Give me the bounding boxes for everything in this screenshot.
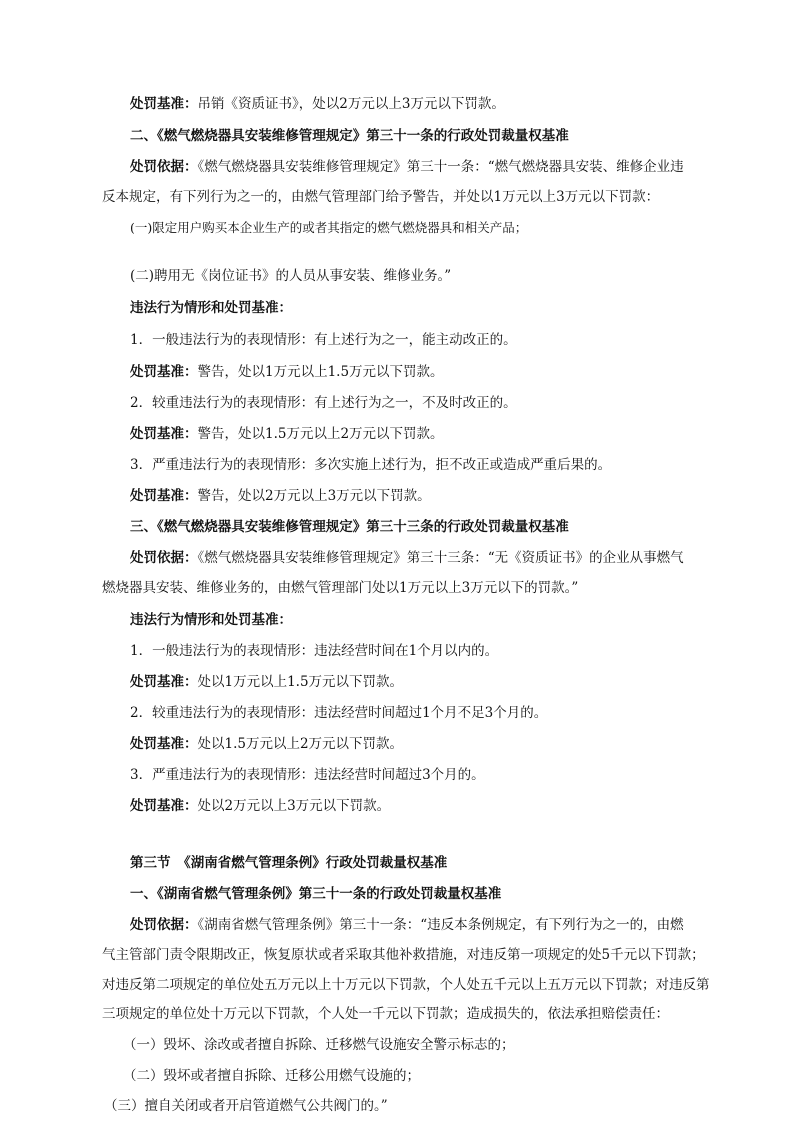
line-text: 吊销《资质证书》，处以2万元以上3万元以下罚款。 — [197, 96, 505, 112]
line-text: 2．较重违法行为的表现情形：有上述行为之一，不及时改正的。 — [130, 395, 517, 411]
line-text: 处以2万元以上3万元以下罚款。 — [197, 798, 391, 814]
paragraph-line — [130, 424, 444, 444]
line-text: 《湖南省燃气管理条例》第三十一条：“违反本条例规定，有下列行为之一的，由燃 — [197, 917, 684, 933]
bold-label: 处罚基准： — [130, 96, 198, 112]
paragraph-line — [130, 765, 485, 785]
paragraph-line — [130, 330, 517, 350]
bold-label: 处罚基准： — [130, 798, 198, 814]
list-item — [123, 1066, 420, 1086]
paragraph-line — [130, 94, 505, 114]
paragraph-line — [130, 703, 547, 723]
subheading-text: 违法行为情形和处罚基准： — [130, 612, 292, 628]
paragraph-line — [130, 266, 451, 286]
line-text: (一)限定用户购买本企业生产的或者其指定的燃气燃烧器具和相关产品； — [130, 220, 528, 235]
section-heading — [130, 517, 569, 537]
line-text: 燃烧器具安装、维修业务的，由燃气管理部门处以1万元以上3万元以下的罚款。” — [102, 580, 579, 596]
line-text: 三项规定的单位处十万元以下罚款，个人处一千元以下罚款；造成损失的，依法承担赔偿责任： — [102, 1006, 669, 1022]
list-item — [123, 1035, 515, 1055]
bold-label: 处罚基准： — [130, 426, 198, 442]
subheading-text: 违法行为情形和处罚基准： — [130, 300, 292, 316]
paragraph-line — [130, 157, 684, 177]
line-text: 警告，处以2万元以上3万元以下罚款。 — [197, 488, 431, 504]
bold-label: 处罚基准： — [130, 364, 198, 380]
line-text: 3．严重违法行为的表现情形：多次实施上述行为，拒不改正或造成严重后果的。 — [130, 457, 612, 473]
heading-text: 三、《燃气燃烧器具安装维修管理规定》第三十三条的行政处罚裁量权基准 — [130, 519, 569, 535]
paragraph-line — [130, 734, 403, 754]
paragraph-line — [130, 672, 403, 692]
line-text: （二）毁坏或者擅自拆除、迁移公用燃气设施的； — [123, 1068, 420, 1084]
line-text: 《燃气燃烧器具安装维修管理规定》第三十一条：“燃气燃烧器具安装、维修企业违 — [197, 159, 684, 175]
line-text: (二)聘用无《岗位证书》的人员从事安装、维修业务。” — [130, 268, 452, 284]
paragraph-line — [102, 578, 578, 598]
bold-label: 处罚依据： — [130, 550, 198, 566]
paragraph-line — [130, 486, 431, 506]
paragraph-line — [130, 393, 517, 413]
heading-text: 一、《湖南省燃气管理条例》第三十一条的行政处罚裁量权基准 — [130, 886, 502, 902]
paragraph-line — [130, 455, 611, 475]
line-text: 反本规定，有下列行为之一的，由燃气管理部门给予警告，并处以1万元以上3万元以下罚款： — [102, 189, 660, 205]
bold-label: 处罚依据： — [130, 159, 198, 175]
line-text: （三）擅自关闭或者开启管道燃气公共阀门的。” — [104, 1098, 388, 1114]
line-text: 对违反第二项规定的单位处五万元以上十万元以下罚款，个人处五千元以上五万元以下罚款；对违反第 — [102, 977, 710, 993]
paragraph-line — [102, 1004, 669, 1024]
subheading — [130, 298, 292, 318]
paragraph-line — [102, 975, 710, 995]
section-heading — [130, 884, 501, 904]
line-text: 1．一般违法行为的表现情形：有上述行为之一，能主动改正的。 — [130, 332, 517, 348]
line-text: 处以1.5万元以上2万元以下罚款。 — [197, 736, 404, 752]
paragraph-line — [130, 641, 498, 661]
line-text: 警告，处以1.5万元以上2万元以下罚款。 — [197, 426, 444, 442]
line-text: 1．一般违法行为的表现情形：违法经营时间在1个月以内的。 — [130, 643, 499, 659]
line-text: （一）毁坏、涂改或者擅自拆除、迁移燃气设施安全警示标志的； — [123, 1037, 515, 1053]
paragraph-line — [102, 187, 659, 207]
heading-text: 第三节 《湖南省燃气管理条例》行政处罚裁量权基准 — [130, 855, 448, 871]
line-text: 处以1万元以上1.5万元以下罚款。 — [197, 674, 404, 690]
paragraph-line — [130, 218, 527, 238]
paragraph-line — [130, 915, 684, 935]
section-heading — [130, 126, 569, 146]
bold-label: 处罚基准： — [130, 488, 198, 504]
line-text: 气主管部门责令限期改正，恢复原状或者采取其他补救措施，对违反第一项规定的处5千元以下罚款； — [102, 947, 705, 963]
bold-label: 处罚依据： — [130, 917, 198, 933]
list-item — [104, 1096, 388, 1116]
line-text: 《燃气燃烧器具安装维修管理规定》第三十三条：“无《资质证书》的企业从事燃气 — [197, 550, 684, 566]
heading-text: 二、《燃气燃烧器具安装维修管理规定》第三十一条的行政处罚裁量权基准 — [130, 128, 569, 144]
paragraph-line — [102, 945, 705, 965]
paragraph-line — [130, 796, 390, 816]
subheading — [130, 610, 292, 630]
chapter-heading — [130, 853, 447, 873]
line-text: 2．较重违法行为的表现情形：违法经营时间超过1个月不足3个月的。 — [130, 705, 548, 721]
line-text: 警告，处以1万元以上1.5万元以下罚款。 — [197, 364, 444, 380]
paragraph-line — [130, 548, 684, 568]
paragraph-line — [130, 362, 444, 382]
line-text: 3．严重违法行为的表现情形：违法经营时间超过3个月的。 — [130, 767, 485, 783]
bold-label: 处罚基准： — [130, 736, 198, 752]
bold-label: 处罚基准： — [130, 674, 198, 690]
